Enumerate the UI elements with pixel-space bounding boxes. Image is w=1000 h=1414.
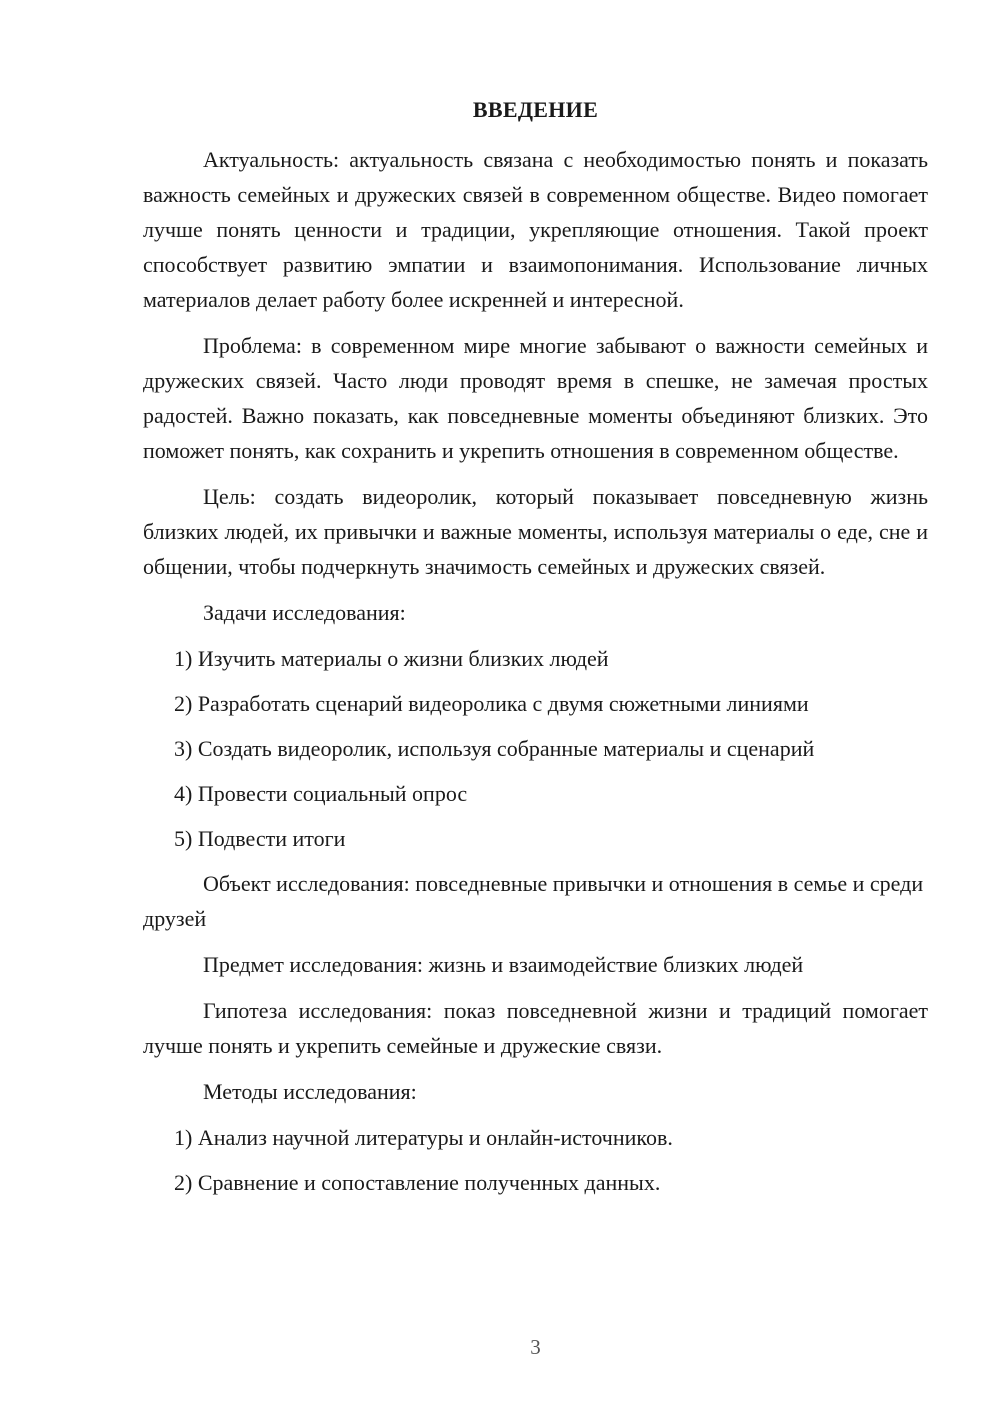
task-item: 1) Изучить материалы о жизни близких людей <box>174 646 609 671</box>
task-item: 2) Разработать сценарий видеоролика с двумя сюжетными линиями <box>174 691 809 716</box>
task-item: 3) Создать видеоролик, используя собранные материалы и сценарий <box>174 736 815 761</box>
method-item: 2) Сравнение и сопоставление полученных данных. <box>174 1170 661 1195</box>
paragraph-problem: Проблема: в современном мире многие забывают о важности семейных и дружеских связей. Часто люди проводят время в спешке, не замечая простых радостей. Важно показать, как повседневные моменты объединяют близких. Это поможет понять, как сохранить и укрепить отношения в современном обществе. <box>143 333 928 463</box>
method-item: 1) Анализ научной литературы и онлайн-источников. <box>174 1125 673 1150</box>
paragraph-goal: Цель: создать видеоролик, который показывает повседневную жизнь близких людей, их привычки и важные моменты, используя материалы о еде, сне и общении, чтобы подчеркнуть значимость семейных и дружеских связей. <box>143 484 928 579</box>
paragraph-subject: Предмет исследования: жизнь и взаимодействие близких людей <box>203 952 804 977</box>
section-title: ВВЕДЕНИЕ <box>472 97 599 122</box>
paragraph-hypothesis: Гипотеза исследования: показ повседневной жизни и традиций помогает лучше понять и укрепить семейные и дружеские связи. <box>143 998 928 1058</box>
paragraph-object: Объект исследования: повседневные привычки и отношения в семье и среди друзей <box>143 871 924 931</box>
section-body <box>143 142 928 1210</box>
paragraph-relevance: Актуальность: актуальность связана с необходимостью понять и показать важность семейных и дружеских связей в современном обществе. Видео помогает лучше понять ценности и традиции, укрепляющие отношения. Такой проект способствует развитию эмпатии и взаимопонимания. Использование личных материалов делает работу более искренней и интересной. <box>143 147 928 312</box>
tasks-heading: Задачи исследования: <box>203 600 406 625</box>
task-item: 5) Подвести итоги <box>174 826 346 851</box>
methods-heading: Методы исследования: <box>203 1079 417 1104</box>
page-number: 3 <box>530 1335 541 1359</box>
task-item: 4) Провести социальный опрос <box>174 781 468 806</box>
